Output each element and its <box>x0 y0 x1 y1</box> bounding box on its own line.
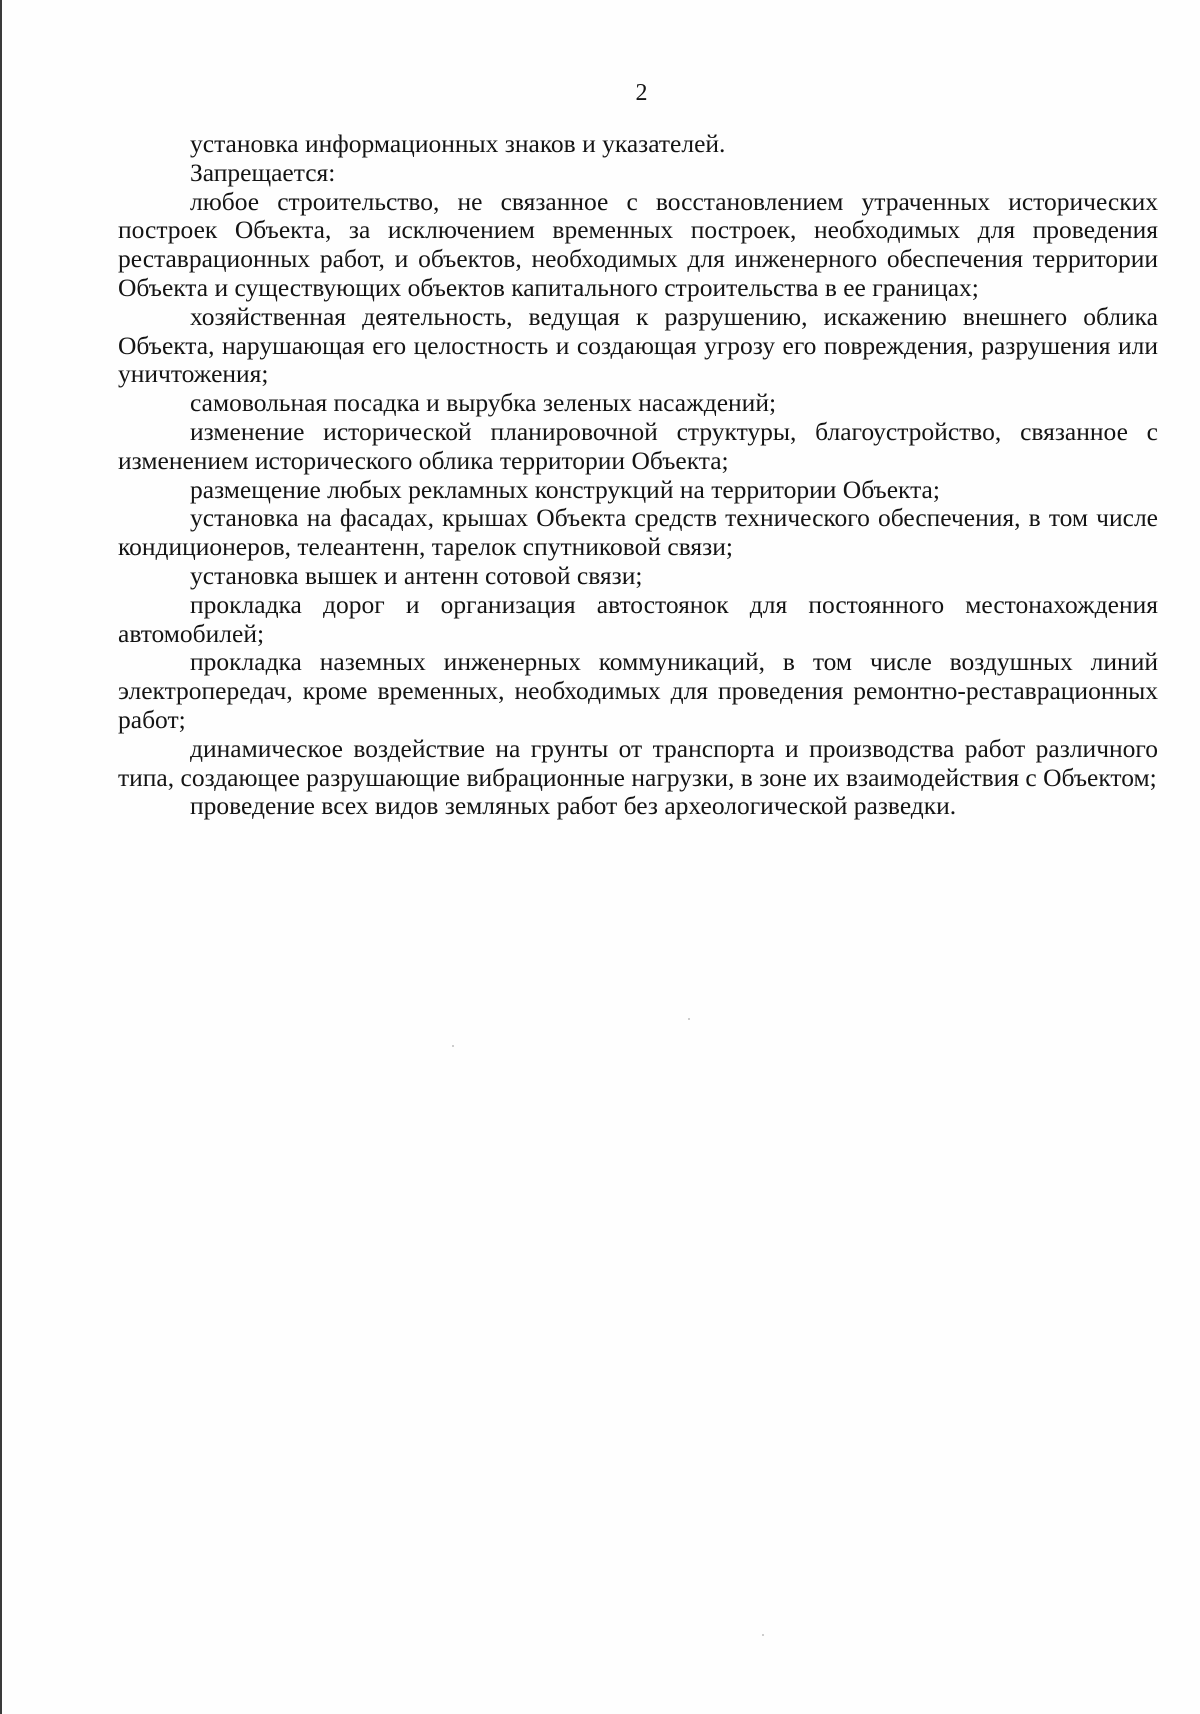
scan-speck <box>688 1018 690 1020</box>
paragraph-facade-equipment: установка на фасадах, крышах Объекта средств технического обеспечения, в том числе кондиционеров, телеантенн, тарелок спутниковой связи; <box>118 503 1158 562</box>
scan-speck <box>762 1634 764 1636</box>
paragraph-roads-parking: прокладка дорог и организация автостоянок для постоянного местонахождения автомобилей; <box>118 589 1158 648</box>
paragraph-planning-structure: изменение исторической планировочной структуры, благоустройство, связанное с изменением исторического облика территории Объекта; <box>118 416 1158 475</box>
paragraph-advertising: размещение любых рекламных конструкций на территории Объекта; <box>190 474 940 504</box>
paragraph-towers: установка вышек и антенн сотовой связи; <box>190 560 643 590</box>
paragraph-construction: любое строительство, не связанное с восстановлением утраченных исторических построек Объекта, за исключением временных построек, необходимых для проведения реставрационных работ, и объектов, необходимых для инженерного обеспечения территории Объекта и существующих объектов капитального строительства в ее границах; <box>118 186 1158 302</box>
paragraph-planting: самовольная посадка и вырубка зеленых насаждений; <box>190 388 777 418</box>
paragraph-economic-activity: хозяйственная деятельность, ведущая к разрушению, искажению внешнего облика Объекта, нарушающая его целостность и создающая угрозу его повреждения, разрушения или уничтожения; <box>118 301 1158 389</box>
document-body <box>118 130 1158 821</box>
scan-speck <box>452 1045 454 1047</box>
paragraph-prohibited-heading: Запрещается: <box>190 157 336 187</box>
paragraph-dynamic-impact: динамическое воздействие на грунты от транспорта и производства работ различного типа, создающее разрушающие вибрационные нагрузки, в зоне их взаимодействия с Объектом; <box>118 733 1158 792</box>
paragraph-earthworks: проведение всех видов земляных работ без археологической разведки. <box>190 791 957 821</box>
paragraph-signs: установка информационных знаков и указателей. <box>190 129 726 158</box>
page-number: 2 <box>635 80 648 106</box>
paragraph-utilities: прокладка наземных инженерных коммуникаций, в том числе воздушных линий электропередач, кроме временных, необходимых для проведения ремонтно-реставрационных работ; <box>118 647 1158 734</box>
scan-edge <box>0 0 2 1714</box>
